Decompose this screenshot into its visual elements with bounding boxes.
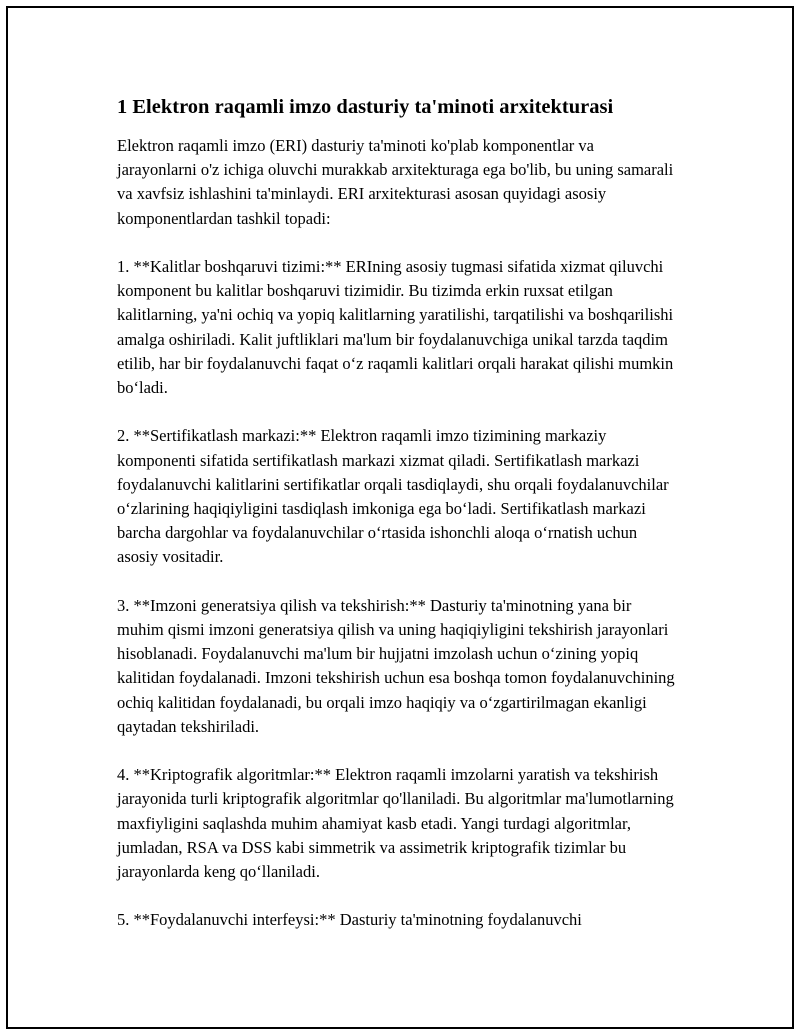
paragraph-key-management: 1. **Kalitlar boshqaruvi tizimi:** ERIning asosiy tugmasi sifatida xizmat qiluvchi komponent bu kalitlar boshqaruvi tizimidir. Bu tizimda erkin ruxsat etilgan kalitlarning, ya'ni ochiq va yopiq kalitlarning yaratilishi, tarqatilishi va boshqarilishi amalga oshiriladi. Kalit juftliklari ma'lum bir foydalanuvchiga unikal tarzda taqdim etilib, har bir foydalanuvchi faqat o‘z raqamli kalitlari orqali harakat qilishi mumkin bo‘ladi. (117, 257, 674, 398)
intro-paragraph: Elektron raqamli imzo (ERI) dasturiy ta'minoti ko'plab komponentlar va jarayonlarni o'z ichiga oluvchi murakkab arxitekturaga ega bo'lib, bu uning samarali va xavfsiz ishlashini ta'minlaydi. ERI arxitekturasi asosan quyidagi asosiy komponentlardan tashkil topadi: (117, 136, 674, 228)
paragraph-signature-generation: 3. **Imzoni generatsiya qilish va tekshirish:** Dasturiy ta'minotning yana bir muhim qismi imzoni generatsiya qilish va uning haqiqiyligini tekshirish jarayonlari hisoblanadi. Foydalanuvchi ma'lum bir hujjatni imzolash uchun o‘zining yopiq kalitidan foydalanadi. Imzoni tekshirish uchun esa boshqa tomon foydalanuvchining ochiq kalitidan foydalanadi, bu orqali imzo haqiqiy va o‘zgartirilmagan ekanligi qaytadan tekshiriladi. (117, 595, 675, 736)
document-body (117, 94, 677, 957)
paragraph-crypto-algorithms: 4. **Kriptografik algoritmlar:** Elektron raqamli imzolarni yaratish va tekshirish jarayonida turli kriptografik algoritmlar qo'llaniladi. Bu algoritmlar ma'lumotlarning maxfiyligini saqlashda muhim ahamiyat kasb etadi. Yangi turdagi algoritmlar, jumladan, RSA va DSS kabi simmetrik va assimetrik kriptografik tizimlar bu jarayonlarda keng qo‘llaniladi. (117, 765, 674, 882)
paragraph-certification-center: 2. **Sertifikatlash markazi:** Elektron raqamli imzo tizimining markaziy komponenti sifatida sertifikatlash markazi xizmat qiladi. Sertifikatlash markazi foydalanuvchi kalitlarini sertifikatlar orqali tasdiqlaydi, shu orqali foydalanuvchilar o‘zlarining haqiqiyligini tasdiqlash imkoniga ega bo‘ladi. Sertifikatlash markazi barcha dargohlar va foydalanuvchilar o‘rtasida ishonchli aloqa o‘rnatish uchun asosiy vositadir. (117, 426, 669, 567)
paragraph-user-interface: 5. **Foydalanuvchi interfeysi:** Dasturiy ta'minotning foydalanuvchi (117, 910, 582, 930)
section-heading: 1 Elektron raqamli imzo dasturiy ta'minoti arxitekturasi (117, 96, 614, 118)
